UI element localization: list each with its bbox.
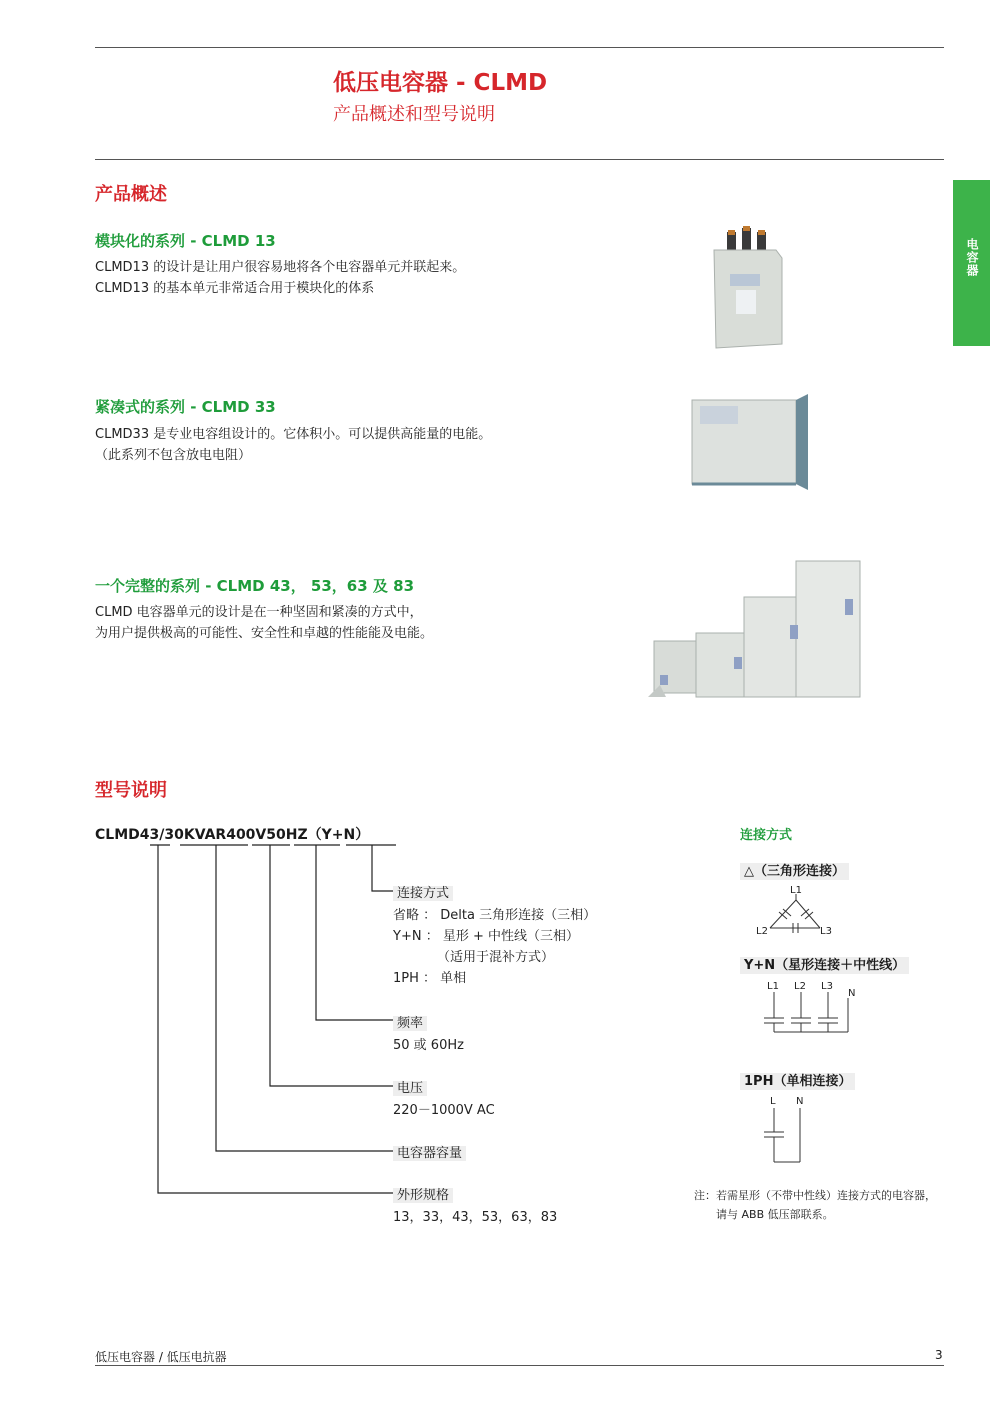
model-item-voltage: 电压 220－1000V AC bbox=[393, 1081, 495, 1118]
code-connection: （Y+N） bbox=[307, 827, 370, 843]
model-item-label: 电压 bbox=[393, 1081, 427, 1096]
delta-label-box bbox=[740, 860, 849, 879]
model-code: CLMD43/30KVAR400V50HZ（Y+N） bbox=[95, 824, 369, 844]
series-33-text: CLMD33 是专业电容组设计的。它体积小。可以提供高能量的电能。 （此系列不包含放电电阻） bbox=[95, 427, 492, 463]
star-label-box bbox=[740, 954, 909, 973]
model-item-connection: 连接方式 省略 ： Delta 三角形连接（三相） Y+N ： 星形 + 中性线（三相） （适用于混补方式） 1PH ： 单相 bbox=[393, 886, 597, 986]
single-phase-label: 1PH（单相连接） bbox=[740, 1073, 855, 1090]
code-size: 43 bbox=[139, 827, 160, 843]
overview-heading: 产品概述 bbox=[95, 184, 167, 205]
model-item-size: 外形规格 13，33，43，53，63，83 bbox=[393, 1188, 558, 1225]
side-tab-label: 电容器 bbox=[965, 238, 979, 277]
page-number: 3 bbox=[935, 1348, 943, 1362]
delta-l1: L1 bbox=[790, 885, 802, 896]
single-phase-diagram bbox=[760, 1092, 820, 1172]
delta-l3: L3 bbox=[820, 926, 832, 937]
series-43-83-text: CLMD 电容器单元的设计是在一种坚固和紧凑的方式中， 为用户提供极高的可能性、安全性和卓越的性能能及电能。 bbox=[95, 605, 434, 641]
code-frequency: 50HZ bbox=[266, 827, 308, 843]
delta-diagram bbox=[752, 882, 842, 942]
star-connection-label: Y+N（星形连接＋中性线） bbox=[740, 957, 909, 974]
model-item-label: 连接方式 bbox=[393, 886, 453, 901]
star-n: N bbox=[848, 988, 856, 999]
star-l2: L2 bbox=[794, 981, 806, 992]
connection-title: 连接方式 bbox=[740, 828, 793, 843]
star-l1: L1 bbox=[767, 981, 779, 992]
star-diagram bbox=[760, 976, 870, 1056]
series-13-title: 模块化的系列 - CLMD 13 bbox=[95, 232, 276, 250]
page-title: 低压电容器 - CLMD bbox=[333, 70, 548, 96]
model-heading: 型号说明 bbox=[95, 780, 167, 801]
series-43-83-title: 一个完整的系列 - CLMD 43， 53，63 及 83 bbox=[95, 577, 415, 595]
series-33-title: 紧凑式的系列 - CLMD 33 bbox=[95, 398, 276, 416]
series-13-text: CLMD13 的设计是让用户很容易地将各个电容器单元并联起来。 CLMD13 的基本单元非常适合用于模块化的体系 bbox=[95, 260, 466, 296]
code-voltage: 400V bbox=[226, 827, 267, 843]
code-capacity: 30KVAR bbox=[164, 827, 227, 843]
star-l3: L3 bbox=[821, 981, 833, 992]
footer-rule bbox=[95, 1365, 944, 1366]
connection-note: 注：若需星形（不带中性线）连接方式的电容器， 请与 ABB 低压部联系。 bbox=[694, 1189, 936, 1221]
single-l: L bbox=[770, 1096, 776, 1107]
page-subtitle: 产品概述和型号说明 bbox=[333, 104, 495, 125]
model-item-frequency: 频率 50 或 60Hz bbox=[393, 1016, 464, 1053]
footer-text: 低压电容器 / 低压电抗器 bbox=[95, 1350, 227, 1364]
delta-l2: L2 bbox=[756, 926, 768, 937]
model-item-label: 频率 bbox=[393, 1016, 427, 1031]
delta-connection-label: △（三角形连接） bbox=[740, 863, 849, 880]
single-label-box bbox=[740, 1070, 855, 1089]
model-item-label: 电容器容量 bbox=[393, 1146, 466, 1161]
model-item-capacity bbox=[393, 1142, 466, 1163]
single-n: N bbox=[796, 1096, 804, 1107]
model-item-label: 外形规格 bbox=[393, 1188, 453, 1203]
